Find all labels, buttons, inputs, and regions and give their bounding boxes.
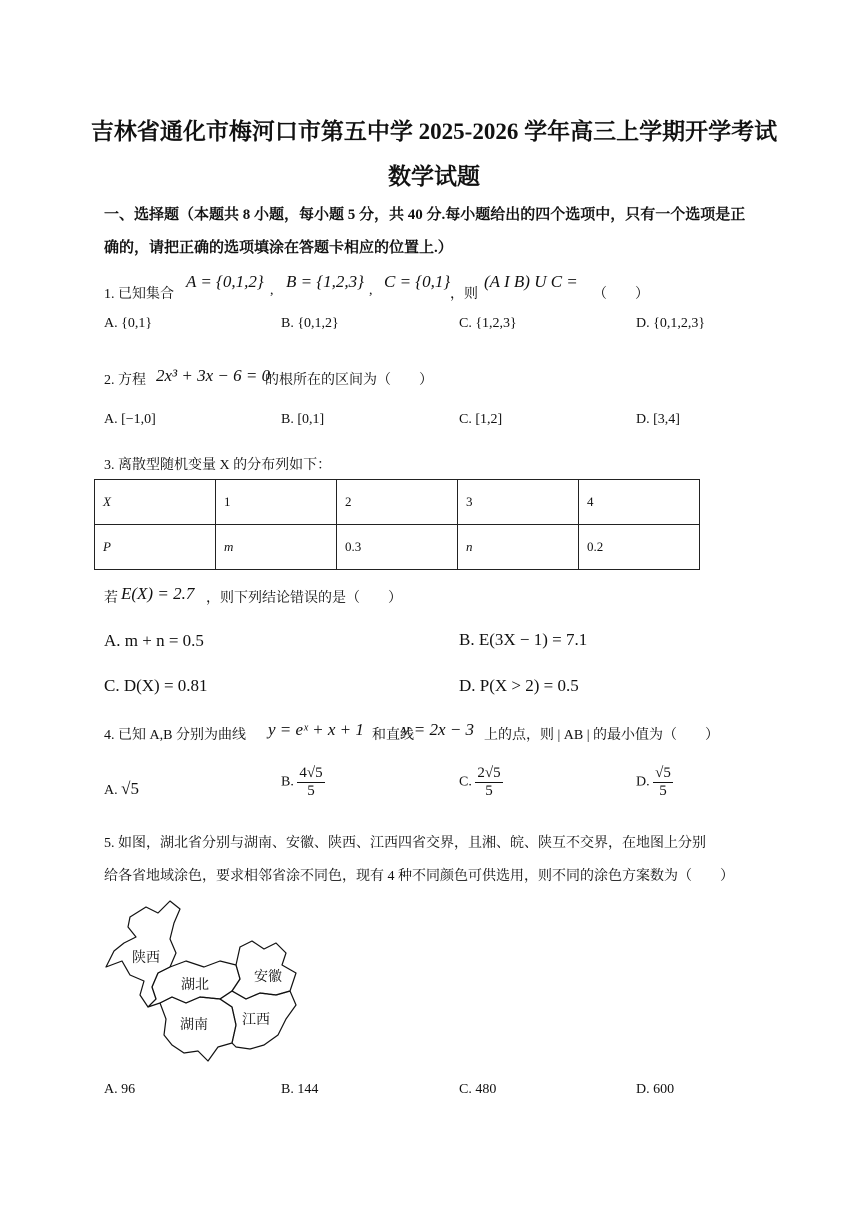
table-cell: m	[216, 525, 337, 570]
map-label-hubei: 湖北	[181, 977, 209, 993]
q4-stem-pre: 4. 已知 A,B 分别为曲线	[104, 728, 246, 743]
q5-option-a[interactable]: A. 96	[104, 1082, 136, 1097]
map-label-jiangxi: 江西	[242, 1012, 270, 1028]
section-header-line1: 一、选择题（本题共 8 小题，每小题 5 分，共 40 分.每小题给出的四个选项中，只有一个选项是正	[104, 207, 746, 223]
table-cell: 2	[337, 480, 458, 525]
q3-stem: 3. 离散型随机变量 X 的分布列如下：	[104, 458, 332, 473]
q4-stem-post: 上的点，则 | AB | 的最小值为（ ）	[484, 728, 720, 743]
q4-mid: 和直线	[372, 728, 414, 743]
q2-option-d[interactable]: D. [3,4]	[636, 412, 680, 427]
table-cell: 4	[579, 480, 700, 525]
q4-option-a[interactable]: A. √5	[104, 779, 139, 798]
map-label-hunan: 湖南	[180, 1017, 208, 1033]
q1-option-a[interactable]: A. {0,1}	[104, 316, 153, 331]
table-row	[95, 525, 700, 570]
q1-option-b[interactable]: B. {0,1,2}	[281, 316, 339, 331]
q2-stem-post: 的根所在的区间为（ ）	[265, 373, 433, 388]
map-label-shaanxi: 陕西	[132, 950, 160, 966]
q1-expression: (A I B) U C =	[484, 272, 578, 291]
q3-option-c[interactable]: C. D(X) = 0.81	[104, 676, 208, 695]
q1-set-b: B = {1,2,3}	[286, 272, 364, 291]
table-cell: X	[95, 480, 216, 525]
q2-stem-pre: 2. 方程	[104, 373, 146, 388]
fraction: $\frac{2√5}{5}$	[477, 765, 501, 799]
q4-option-c[interactable]: C. $\frac{2√5}{5}$	[459, 765, 501, 799]
fraction: $\frac{4√5}{5}$	[299, 765, 323, 799]
q5-option-b[interactable]: B. 144	[281, 1082, 319, 1097]
table-row	[95, 480, 700, 525]
q5-stem-line1: 5. 如图，湖北省分别与湖南、安徽、陕西、江西四省交界，且湘、皖、陕互不交界，在地图上分别	[104, 836, 706, 851]
table-cell: 0.2	[579, 525, 700, 570]
q1-option-c[interactable]: C. {1,2,3}	[459, 316, 517, 331]
q1-set-c: C = {0,1}	[384, 272, 451, 291]
table-cell: 0.3	[337, 525, 458, 570]
q1-set-a: A = {0,1,2}	[186, 272, 264, 291]
q4-line: y = 2x − 3	[402, 720, 475, 739]
fraction: $\frac{√5}{5}$	[655, 765, 671, 799]
q4-option-b[interactable]: B. $\frac{4√5}{5}$	[281, 765, 323, 799]
q1-stem: 1. 已知集合	[104, 287, 174, 302]
q3-condition-pre: 若	[104, 591, 118, 606]
q2-option-a[interactable]: A. [−1,0]	[104, 412, 156, 427]
distribution-table	[94, 479, 700, 570]
q1-option-d[interactable]: D. {0,1,2,3}	[636, 316, 706, 331]
q1-then: ，则	[450, 287, 478, 302]
q2-equation: 2x³ + 3x − 6 = 0	[156, 366, 271, 385]
q2-option-b[interactable]: B. [0,1]	[281, 412, 325, 427]
table-cell: 3	[458, 480, 579, 525]
page-subtitle: 数学试题	[388, 164, 480, 189]
q2-option-c[interactable]: C. [1,2]	[459, 412, 503, 427]
map-label-anhui: 安徽	[254, 969, 282, 985]
q3-option-b[interactable]: B. E(3X − 1) = 7.1	[459, 630, 588, 649]
q5-stem-line2: 给各省地域涂色，要求相邻省涂不同色，现有 4 种不同颜色可供选用，则不同的涂色方案数为（ ）	[104, 869, 734, 884]
table-cell: P	[95, 525, 216, 570]
page-title: 吉林省通化市梅河口市第五中学 2025-2026 学年高三上学期开学考试	[90, 119, 778, 144]
q4-curve: y = eˣ + x + 1	[268, 720, 364, 739]
q3-option-d[interactable]: D. P(X > 2) = 0.5	[459, 676, 579, 695]
q3-option-a[interactable]: A. m + n = 0.5	[104, 631, 204, 650]
q5-option-c[interactable]: C. 480	[459, 1082, 497, 1097]
q4-option-d[interactable]: D. $\frac{√5}{5}$	[636, 765, 671, 799]
q1-blank: （ ）	[593, 287, 649, 302]
section-header-line2: 确的，请把正确的选项填涂在答题卡相应的位置上.）	[104, 240, 453, 256]
q5-option-d[interactable]: D. 600	[636, 1082, 675, 1097]
q3-condition: E(X) = 2.7	[121, 584, 195, 603]
table-cell: n	[458, 525, 579, 570]
table-cell: 1	[216, 480, 337, 525]
q3-condition-post: ，则下列结论错误的是（ ）	[206, 591, 402, 606]
